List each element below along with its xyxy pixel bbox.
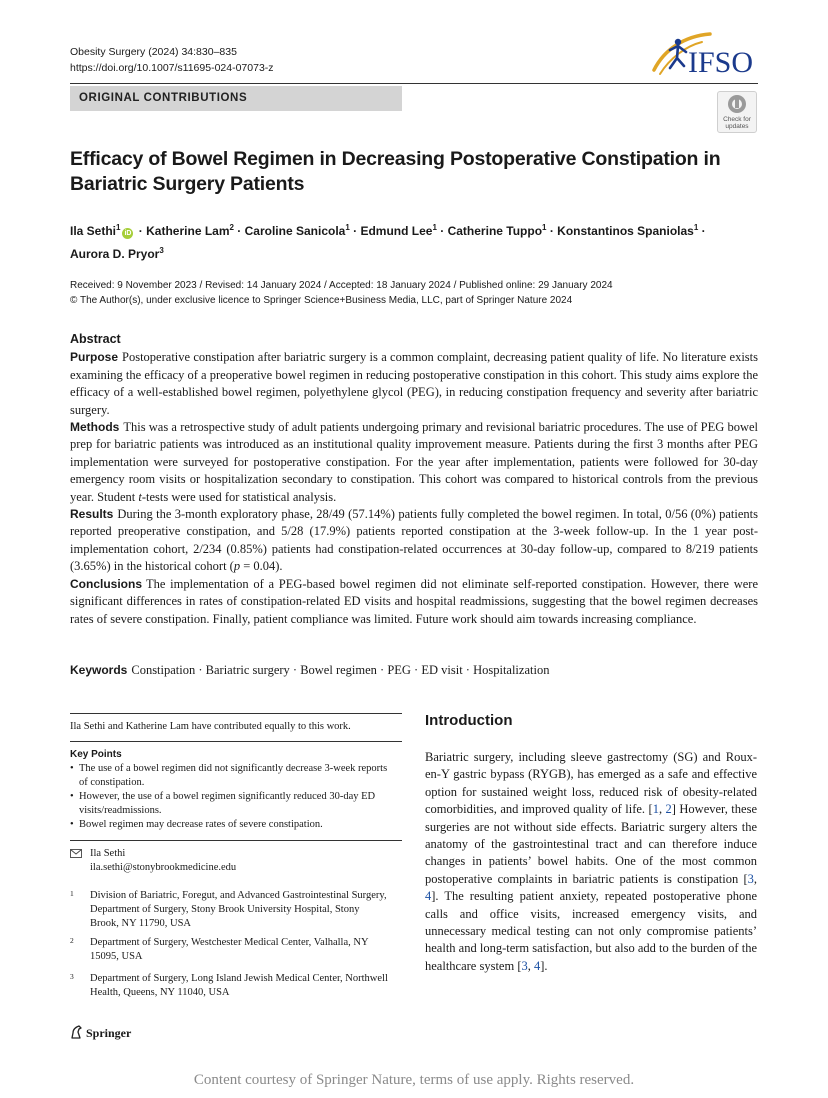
intro-text-part: ]. (540, 958, 548, 973)
mail-icon (70, 849, 82, 858)
citation-link[interactable]: 3 (521, 958, 528, 973)
introduction-heading: Introduction (425, 712, 513, 729)
results-label: Results (70, 507, 114, 522)
author-name[interactable]: Catherine Tuppo (447, 224, 543, 238)
key-points-list (70, 762, 390, 832)
author-list: Ila Sethi$^1$iD · Katherine Lam$^2$ · Caroline Sanicola$^1$ · Edmund Lee$^1$ · Catherine Tuppo$^1$ · Konstantinos Spaniolas$^1$ · Aurora D. Pryor$^3$ (70, 223, 706, 261)
author-affiliation: 2 (229, 223, 234, 232)
springer-logo (70, 1025, 131, 1041)
results-text-end: = 0.04). (240, 559, 283, 574)
affiliation-text: Division of Bariatric, Foregut, and Advanced Gastrointestinal Surgery, Department of Surgery, Stony Brook University Hospital, Stony Brook, NY 11790, USA (90, 890, 387, 929)
publisher-name: Springer (86, 1026, 132, 1040)
introduction-text (425, 749, 757, 975)
author-name[interactable]: Ila Sethi (70, 224, 117, 238)
citation-sep: , (658, 802, 666, 817)
citation-link[interactable]: 4 (425, 889, 432, 904)
affiliation-number: 3 (70, 972, 74, 981)
intro-text-part: ] However, these surgeries are not without side effects. Bariatric surgery alters the anatomy of the gastrointestinal tract and can therefore induce changes in patients’ bowel habits. One of the most common postoperative complaints in bariatric patients is constipation [ (425, 802, 757, 886)
author-name[interactable]: Caroline Sanicola (244, 224, 346, 238)
divider (70, 840, 402, 841)
author-name[interactable]: Edmund Lee (360, 224, 433, 238)
affiliation-number: 2 (70, 936, 74, 945)
springer-horse-icon (70, 1025, 83, 1039)
key-point-text: Bowel regimen may decrease rates of severe constipation. (79, 819, 323, 830)
bullet: • (70, 819, 74, 830)
divider (70, 741, 402, 742)
author-affiliation: 1 (345, 223, 350, 232)
abstract-heading: Abstract (70, 332, 121, 346)
check-updates-label: Check for updates (723, 116, 751, 130)
author-affiliation: 1 (542, 223, 547, 232)
doi-link[interactable]: https://doi.org/10.1007/s11695-024-07073-z (70, 62, 274, 74)
ifso-logo (650, 28, 762, 80)
ifso-logo-text: IFSO (688, 46, 754, 79)
conclusions-text: The implementation of a PEG-based bowel regimen did not eliminate self-reported constipation. However, there were significant differences in rates of constipation-related ED visits and hospital readmissions, suggesting that the bowel regimen decreases rates of severe constipation. Finally, patient compliance was limited. Future work should aim towards increasing compliance. (70, 576, 758, 626)
results-text: During the 3-month exploratory phase, 28/49 (57.14%) patients fully completed the bowel regimen. In total, 0/56 (0%) patients reported preoperative constipation, and 5/28 (17.9%) patients reported constipation at the 3-week follow-up. In the 1 year post-implementation cohort, 2/234 (0.85%) patients had constipation-related occurrences at 30-day follow-up, compared to 8/219 patients (3.65%) in the historical cohort ( (70, 507, 758, 574)
orcid-icon[interactable]: iD (124, 230, 132, 237)
results-italic-p: p (233, 559, 241, 574)
journal-info (70, 44, 274, 76)
bullet: • (70, 791, 74, 802)
corresponding-email[interactable]: ila.sethi@stonybrookmedicine.edu (90, 862, 237, 873)
header-rule (70, 83, 758, 84)
methods-italic-t: t (138, 489, 142, 504)
citation-link[interactable]: 3 (747, 871, 754, 886)
citation-sep: , (527, 958, 534, 973)
intro-text-part: Bariatric surgery, including sleeve gastrectomy (SG) and Roux-en-Y gastric bypass (RYGB), has emerged as a safe and effective option for sustained weight loss, reduced risk of obesity-related comorbidities, and improved quality of life. [ (425, 750, 757, 817)
article-history: Received: 9 November 2023 / Revised: 14 January 2024 / Accepted: 18 January 2024 / Published online: 29 January 2024 (70, 280, 613, 291)
methods-text: This was a retrospective study of adult patients undergoing primary and revisional bariatric procedures. The use of PEG bowel prep for bariatric patients was introduced as an institutional quality improvement measure. Patients during the first 3 months after PEG implementation were surveyed for postoperative constipation. For the year after implementation, patients were followed for 30-day emergency room visits or hospitalization secondary to constipation. This cohort was compared to historical controls from the previous year. Student (70, 420, 758, 504)
abstract-conclusions (70, 576, 758, 628)
check-for-updates-badge[interactable] (717, 91, 757, 133)
footer-notice: Content courtesy of Springer Nature, terms of use apply. Rights reserved. (193, 1072, 635, 1088)
author-affiliation: 1 (116, 223, 121, 232)
author-name[interactable]: Aurora D. Pryor (70, 247, 160, 261)
section-tag: ORIGINAL CONTRIBUTIONS (70, 86, 402, 111)
key-points-title: Key Points (70, 749, 122, 760)
intro-text-part: ]. The resulting patient anxiety, repeated postoperative phone calls and office visits, increased emergency visits, and unnecessary medical testing can not only compromise patients’ health and long-term satisfaction, but also add to the burden of the healthcare system [ (425, 889, 757, 973)
author-name[interactable]: Katherine Lam (146, 224, 230, 238)
check-updates-icon (718, 92, 756, 116)
affiliation-text: Department of Surgery, Westchester Medical Center, Valhalla, NY 15095, USA (90, 937, 369, 962)
affiliation (70, 889, 390, 931)
keywords-text: Constipation · Bariatric surgery · Bowel regimen · PEG · ED visit · Hospitalization (131, 663, 550, 677)
corresponding-name: Ila Sethi (90, 848, 126, 859)
citation-link[interactable]: 2 (665, 802, 672, 817)
key-point-item (70, 790, 390, 818)
abstract-methods (70, 419, 758, 506)
key-point-text: However, the use of a bowel regimen significantly reduced 30-day ED visits/readmissions. (79, 791, 376, 816)
author-name[interactable]: Konstantinos Spaniolas (557, 224, 694, 238)
divider (70, 713, 402, 714)
citation-link[interactable]: 4 (533, 958, 541, 973)
purpose-label: Purpose (70, 350, 119, 365)
author-affiliation: 1 (693, 223, 699, 232)
affiliation-number: 1 (70, 889, 74, 898)
methods-text-end: -tests were used for statistical analysis. (141, 489, 337, 504)
purpose-text: Postoperative constipation after bariatric surgery is a common complaint, decreasing patient quality of life. No literature exists examining the efficacy of a preoperative bowel regimen in reducing postoperative constipation in this cohort. This study aims explore the efficacy of a well-established bowel regimen, polyethylene glycol (PEG), in reducing constipation frequency and severity after bariatric surgery. (70, 350, 758, 417)
abstract-purpose (70, 349, 758, 419)
citation-sep: , (753, 871, 757, 886)
abstract-results (70, 506, 758, 576)
journal-citation: Obesity Surgery (2024) 34:830–835 (70, 46, 237, 58)
abstract (70, 331, 758, 628)
key-points (70, 748, 390, 832)
keywords (70, 662, 758, 679)
key-point-text: The use of a bowel regimen did not significantly decrease 3-week reports of constipation. (79, 763, 388, 788)
bullet: • (70, 763, 74, 774)
author-affiliation: 3 (159, 246, 164, 255)
affiliation (70, 936, 390, 964)
equal-contribution-note: Ila Sethi and Katherine Lam have contributed equally to this work. (70, 721, 351, 732)
copyright-notice: © The Author(s), under exclusive licence to Springer Science+Business Media, LLC, part of Springer Nature 2024 (70, 295, 573, 306)
affiliation-text: Department of Surgery, Long Island Jewish Medical Center, Northwell Health, Queens, NY 11040, USA (90, 973, 388, 998)
corresponding-author (70, 847, 390, 875)
affiliation (70, 972, 390, 1000)
keywords-label: Keywords (70, 663, 128, 677)
author-affiliation: 1 (432, 223, 437, 232)
article-title: Efficacy of Bowel Regimen in Decreasing Postoperative Constipation in Bariatric Surgery Patients (70, 148, 721, 195)
article-dates (70, 278, 613, 308)
key-point-item (70, 818, 390, 832)
methods-label: Methods (70, 420, 120, 435)
citation-link[interactable]: 1 (652, 802, 659, 817)
conclusions-label: Conclusions (70, 576, 143, 591)
key-point-item (70, 762, 390, 790)
